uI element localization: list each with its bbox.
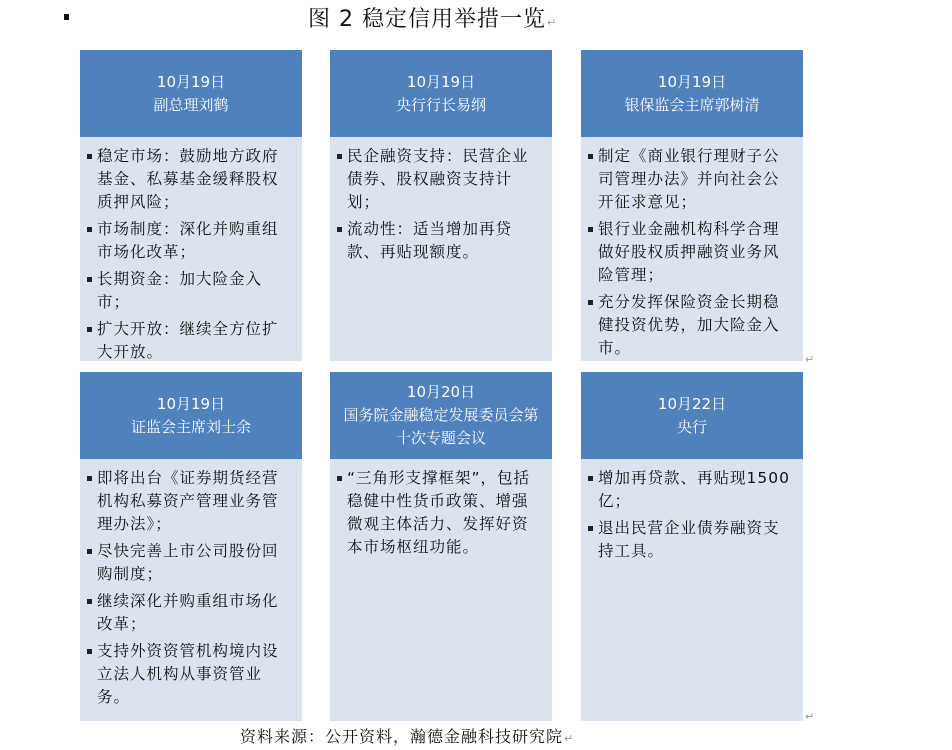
card-header xyxy=(80,372,302,459)
card-body xyxy=(330,137,552,361)
card-header xyxy=(80,50,302,137)
card-header xyxy=(581,50,803,137)
card-name: 央行 xyxy=(676,417,707,436)
list-item: 继续深化并购重组市场化改革； xyxy=(86,590,292,636)
card-name: 国务院金融稳定发展委员会第十次专题会议 xyxy=(343,406,539,447)
list-item: 制定《商业银行理财子公司管理办法》并向社会公开征求意见； xyxy=(587,145,793,214)
list-item: 民企融资支持：民营企业债券、股权融资支持计划； xyxy=(336,145,542,214)
list-item: 扩大开放：继续全方位扩大开放。 xyxy=(86,318,292,364)
card-name: 央行行长易纲 xyxy=(395,95,486,114)
list-item: “三角形支撑框架”，包括稳健中性货币政策、增强微观主体活力、发挥好资本市场枢纽功能。 xyxy=(336,467,542,559)
paragraph-mark-icon: ↵ xyxy=(805,710,815,723)
card-liu-he xyxy=(80,50,302,361)
list-item: 支持外资资管机构境内设立法人机构从事资管业务。 xyxy=(86,640,292,709)
list-item: 即将出台《证券期货经营机构私募资产管理业务管理办法》； xyxy=(86,467,292,536)
list-item: 流动性：适当增加再贷款、再贴现额度。 xyxy=(336,218,542,264)
source-text: 资料来源：公开资料，瀚德金融科技研究院 xyxy=(240,727,564,746)
paragraph-mark-icon: ↵ xyxy=(564,732,575,745)
list-item: 银行业金融机构科学合理做好股权质押融资业务风险管理； xyxy=(587,218,793,287)
card-date: 10月19日 xyxy=(406,72,476,91)
card-date: 10月20日 xyxy=(406,383,476,401)
card-list xyxy=(587,145,793,360)
card-body xyxy=(581,137,803,361)
paragraph-mark-icon: ↵ xyxy=(546,16,558,29)
list-item: 市场制度：深化并购重组市场化改革； xyxy=(86,218,292,264)
card-body xyxy=(330,459,552,721)
card-list xyxy=(86,467,292,709)
list-item: 退出民营企业债券融资支持工具。 xyxy=(587,517,793,563)
card-list xyxy=(336,145,542,264)
list-item: 充分发挥保险资金长期稳健投资优势，加大险金入市。 xyxy=(587,291,793,360)
card-guo-shuqing xyxy=(581,50,803,361)
card-name: 副总理刘鹤 xyxy=(153,95,229,114)
card-date: 10月19日 xyxy=(156,72,226,91)
card-liu-shiyu xyxy=(80,372,302,721)
card-name: 证监会主席刘士余 xyxy=(130,417,251,436)
card-fsdc xyxy=(330,372,552,721)
card-date: 10月22日 xyxy=(657,394,727,413)
list-item: 稳定市场：鼓励地方政府基金、私募基金缓释股权质押风险； xyxy=(86,145,292,214)
card-pboc xyxy=(581,372,803,721)
figure-title-text: 图 2 稳定信用举措一览 xyxy=(308,7,546,32)
source-note xyxy=(240,724,574,747)
card-header xyxy=(581,372,803,459)
card-date: 10月19日 xyxy=(156,394,226,413)
card-list xyxy=(86,145,292,364)
card-header xyxy=(330,50,552,137)
list-item: 增加再贷款、再贴现1500亿； xyxy=(587,467,793,513)
paragraph-mark-icon: ↵ xyxy=(805,353,815,366)
card-list xyxy=(587,467,793,563)
list-item: 长期资金：加大险金入市； xyxy=(86,268,292,314)
list-item: 尽快完善上市公司股份回购制度； xyxy=(86,540,292,586)
card-body xyxy=(581,459,803,721)
card-name: 银保监会主席郭树清 xyxy=(624,95,760,114)
card-date: 10月19日 xyxy=(657,72,727,91)
card-list xyxy=(336,467,542,559)
card-header xyxy=(330,372,552,459)
card-body xyxy=(80,459,302,721)
figure-title xyxy=(308,2,557,33)
bullet-mark xyxy=(64,14,69,20)
card-yi-gang xyxy=(330,50,552,361)
card-body xyxy=(80,137,302,361)
